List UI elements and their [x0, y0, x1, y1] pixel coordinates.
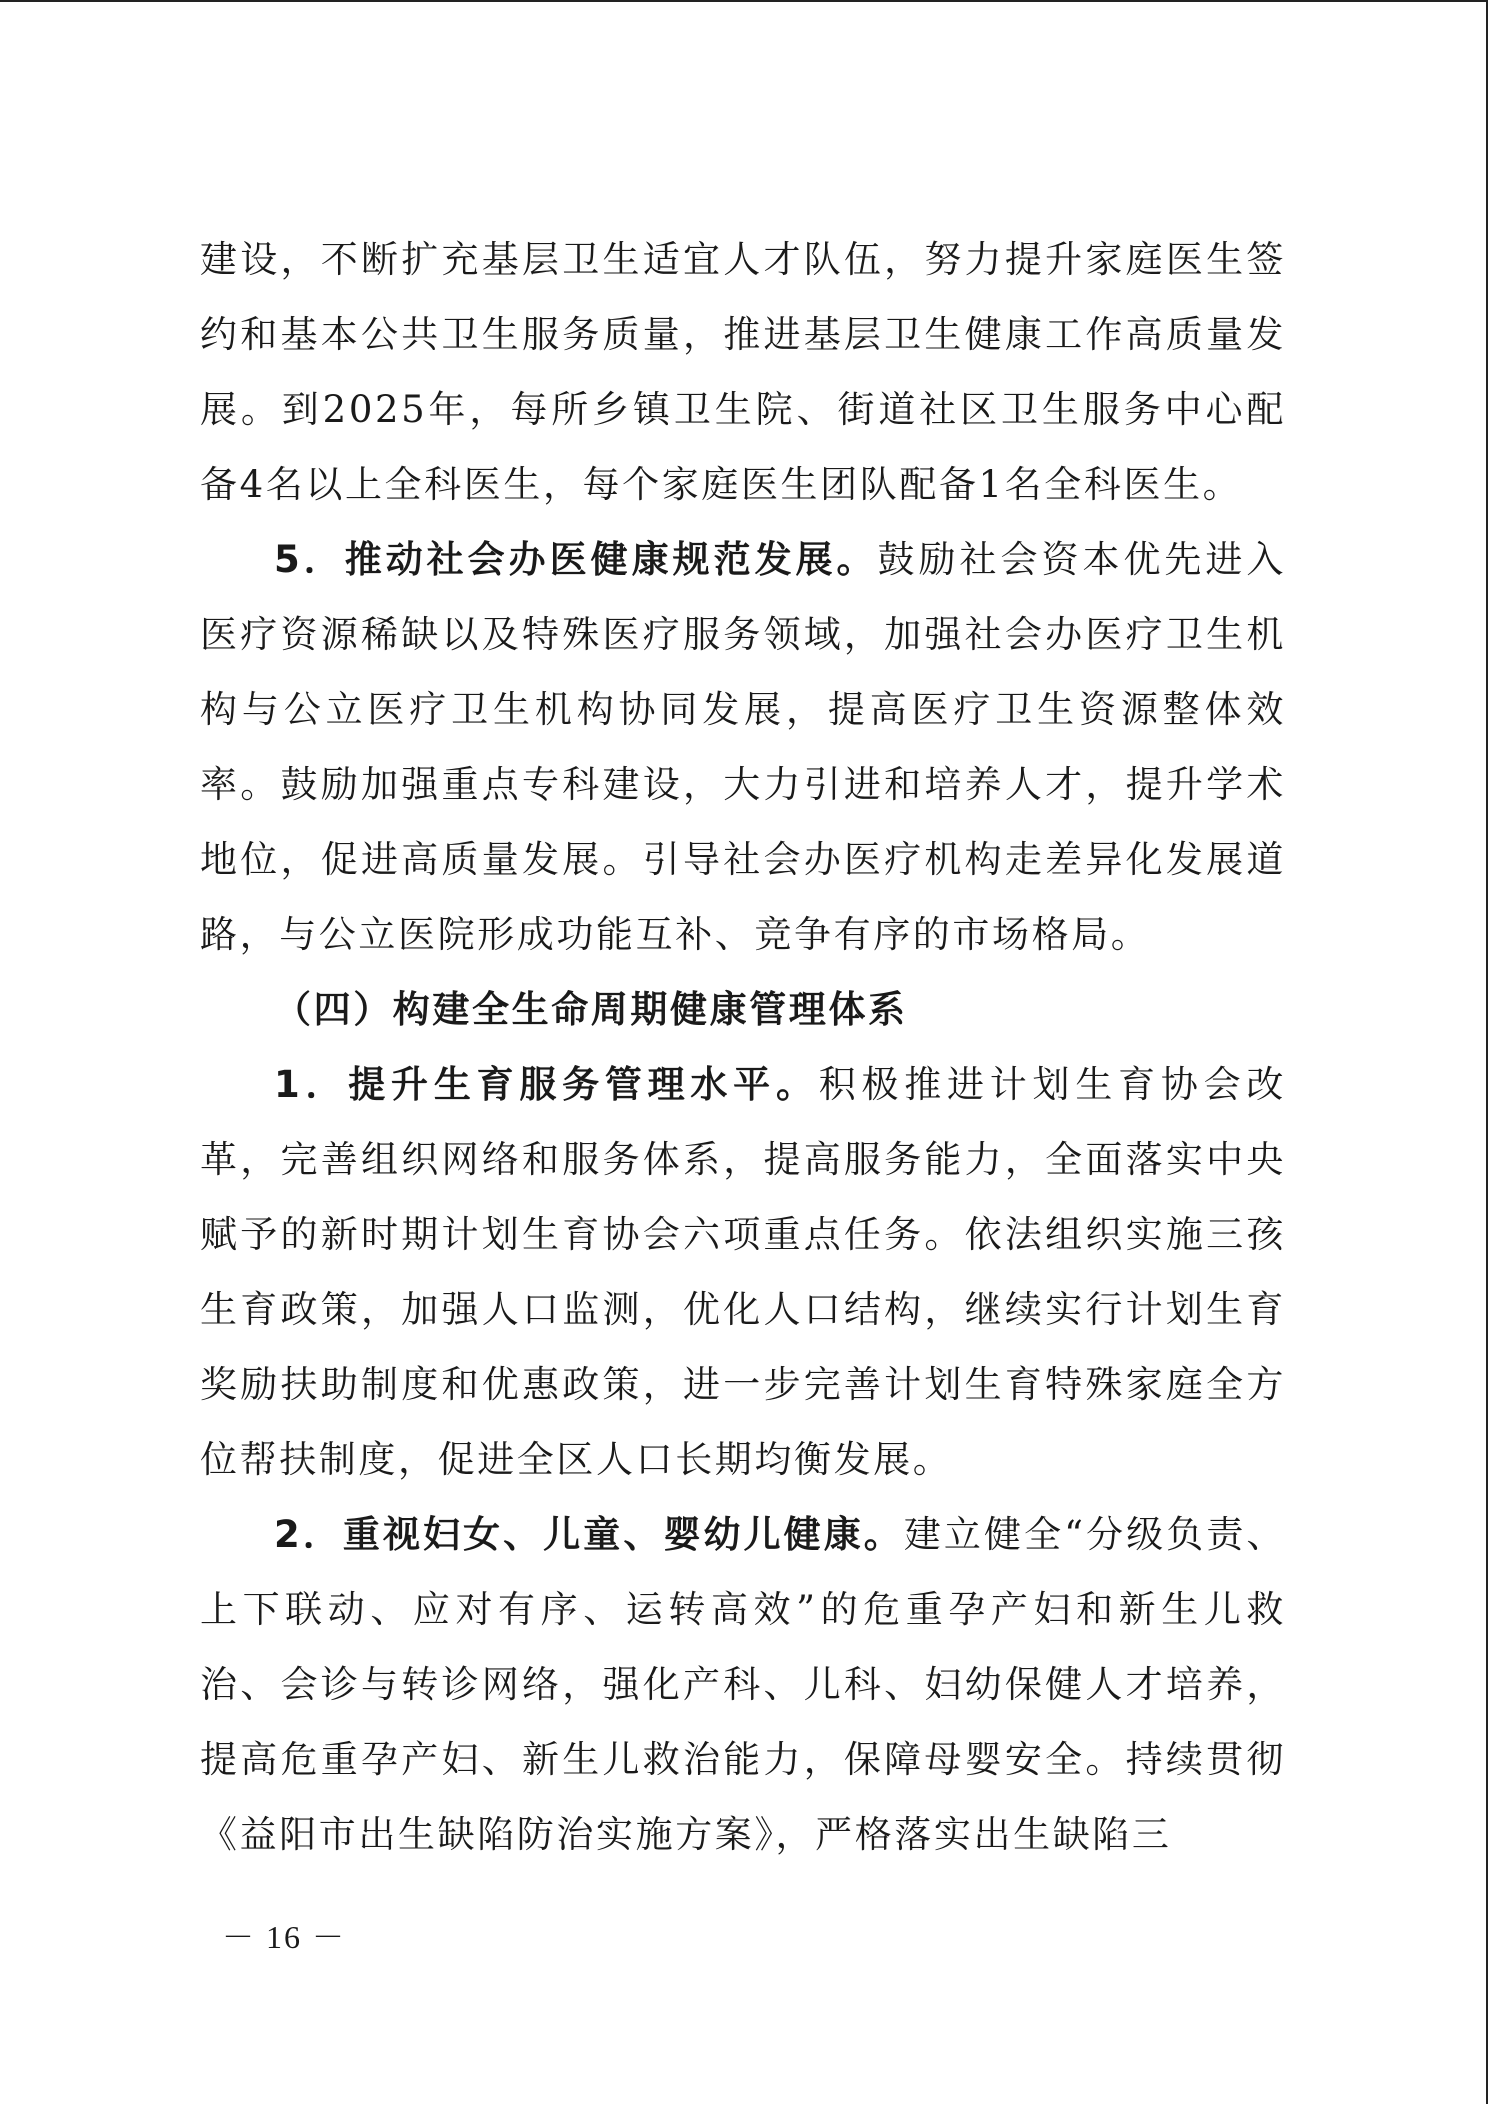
paragraph-item-2	[200, 1497, 1286, 1872]
page-number: － 16 －	[222, 1919, 347, 1955]
paragraph-text: 建设，不断扩充基层卫生适宜人才队伍，努力提升家庭医生签约和基本公共卫生服务质量，推进基层卫生健康工作高质量发展。到2025年，每所乡镇卫生院、街道社区卫生服务中心配备4名以上全科医生，每个家庭医生团队配备1名全科医生。	[200, 238, 1286, 506]
paragraph-lead: 5．推动社会办医健康规范发展。	[274, 538, 878, 581]
paragraph-text: 积极推进计划生育协会改革，完善组织网络和服务体系，提高服务能力，全面落实中央赋予的新时期计划生育协会六项重点任务。依法组织实施三孩生育政策，加强人口监测，优化人口结构，继续实行计划生育奖励扶助制度和优惠政策，进一步完善计划生育特殊家庭全方位帮扶制度，促进全区人口长期均衡发展。	[200, 1063, 1286, 1481]
paragraph-item-5	[200, 522, 1286, 972]
paragraph-text: 建立健全“分级负责、上下联动、应对有序、运转高效”的危重孕产妇和新生儿救治、会诊与转诊网络，强化产科、儿科、妇幼保健人才培养，提高危重孕产妇、新生儿救治能力，保障母婴安全。持续贯彻《益阳市出生缺陷防治实施方案》，严格落实出生缺陷三	[200, 1513, 1286, 1856]
paragraph-text: 鼓励社会资本优先进入医疗资源稀缺以及特殊医疗服务领域，加强社会办医疗卫生机构与公立医疗卫生机构协同发展，提高医疗卫生资源整体效率。鼓励加强重点专科建设，大力引进和培养人才，提升学术地位，促进高质量发展。引导社会办医疗机构走差异化发展道路，与公立医院形成功能互补、竞争有序的市场格局。	[200, 538, 1286, 956]
paragraph-lead: 2．重视妇女、儿童、婴幼儿健康。	[274, 1513, 904, 1556]
paragraph-lead: 1．提升生育服务管理水平。	[274, 1063, 819, 1106]
document-body	[200, 222, 1286, 1872]
page-edge-top	[0, 0, 1488, 2]
paragraph-continued	[200, 222, 1286, 522]
section-heading: （四）构建全生命周期健康管理体系	[274, 988, 908, 1031]
paragraph-item-1	[200, 1047, 1286, 1497]
